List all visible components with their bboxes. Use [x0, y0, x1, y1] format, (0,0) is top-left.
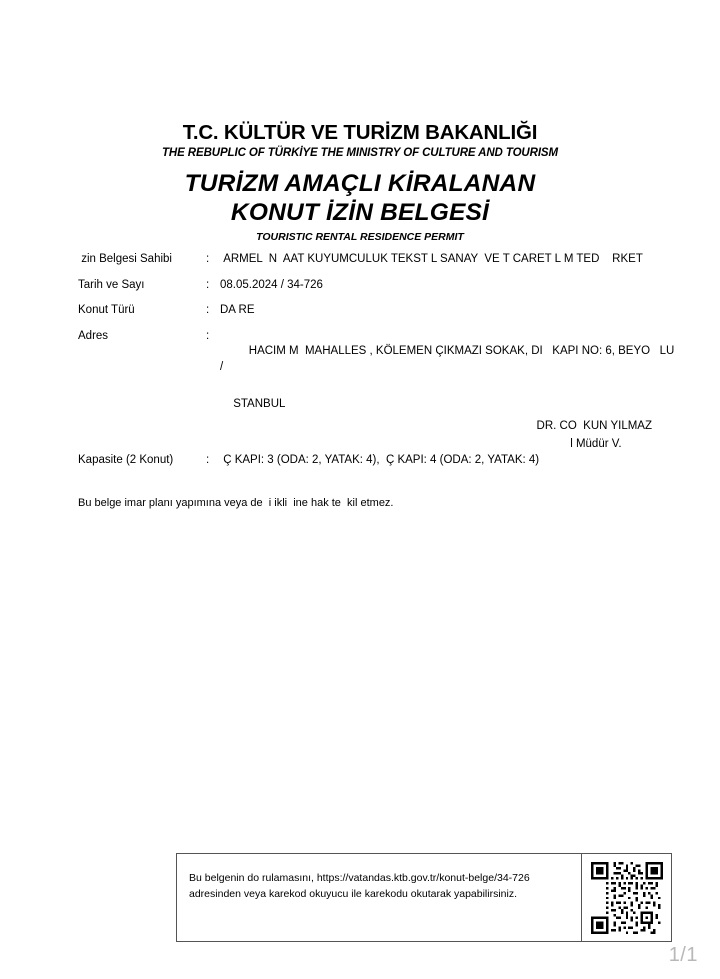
page-number: 1/1	[668, 944, 698, 966]
field-label-permit-holder: zin Belgesi Sahibi	[78, 253, 172, 265]
field-label-capacity: Kapasite (2 Konut)	[78, 454, 174, 467]
field-value-residence-type: DA RE	[220, 304, 255, 317]
address-line-2: STANBUL	[230, 397, 286, 410]
ministry-title: T.C. KÜLTÜR VE TURİZM BAKANLIĞI	[182, 121, 538, 144]
field-colon-residence-type: :	[206, 304, 210, 317]
verification-text	[177, 854, 582, 941]
document-header	[0, 122, 720, 159]
ministry-subtitle: THE REBUPLIC OF TÜRKİYE THE MINISTRY OF CULTURE AND TOURISM	[162, 146, 558, 159]
verification-line-1: Bu belgenin do rulamasını, https://vatandas.ktb.gov.tr/konut-belge/34-726	[189, 872, 530, 884]
document-title-line-1: TURİZM AMAÇLI KİRALANAN	[184, 170, 536, 197]
document-title-block	[0, 170, 720, 243]
field-label-date-number: Tarih ve Sayı	[78, 278, 145, 291]
verification-box	[176, 853, 672, 942]
field-row-residence-type	[78, 303, 678, 319]
field-label-address: Adres	[78, 329, 109, 342]
signatory-name: DR. CO KUN YILMAZ	[536, 420, 652, 432]
field-row-capacity	[78, 453, 678, 469]
field-row-permit-holder	[78, 252, 678, 268]
address-line-1: HACIM M MAHALLES , KÖLEMEN ÇIKMAZI SOKAK, DI KAPI NO: 6, BEYO LU /	[220, 345, 678, 373]
field-value-date-number: 08.05.2024 / 34-726	[220, 278, 323, 291]
field-row-date-number	[78, 278, 678, 294]
field-value-capacity: Ç KAPI: 3 (ODA: 2, YATAK: 4), Ç KAPI: 4 (ODA: 2, YATAK: 4)	[220, 454, 540, 467]
signature-block	[537, 417, 652, 454]
verification-line-2: adresinden veya karekod okuyucu ile karekodu okutarak yapabilirsiniz.	[189, 888, 518, 901]
field-colon-capacity: :	[206, 454, 210, 467]
qr-cell	[582, 854, 671, 941]
field-label-residence-type: Konut Türü	[78, 304, 135, 317]
qr-code-icon	[591, 862, 663, 934]
document-title-line-2: KONUT İZİN BELGESİ	[230, 198, 490, 226]
field-colon-address: :	[206, 329, 210, 342]
field-colon-permit-holder: :	[206, 253, 210, 265]
document-subtitle: TOURISTIC RENTAL RESIDENCE PERMIT	[256, 230, 464, 243]
legal-note: Bu belge imar planı yapımına veya de i ikli ine hak te kil etmez.	[78, 497, 394, 509]
signatory-role: l Müdür V.	[567, 438, 622, 451]
field-value-permit-holder: ARMEL N AAT KUYUMCULUK TEKST L SANAY VE T CARET L M TED RKET	[220, 253, 643, 265]
field-colon-date-number: :	[206, 278, 210, 291]
